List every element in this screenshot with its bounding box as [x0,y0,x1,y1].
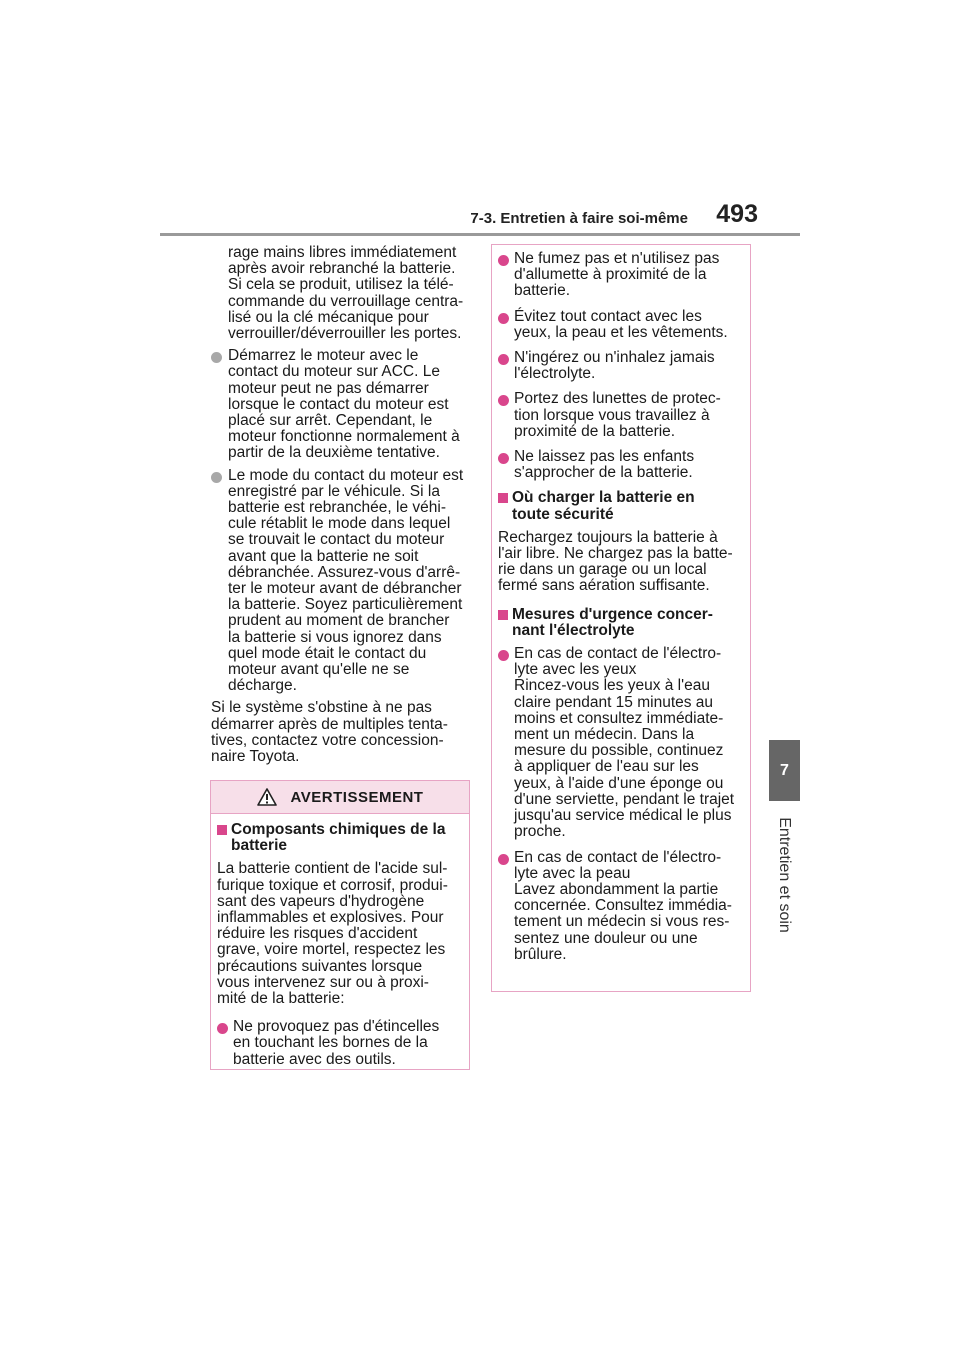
text-line: yeux, la peau et les vêtements. [514,323,728,341]
text-line: partir de la deuxième tentative. [228,444,440,462]
square-bullet-icon [498,610,508,620]
section-heading [498,607,744,639]
text-line: débranchée. Assurez-vous d'arrê- [228,563,461,581]
warning-header [211,781,469,814]
text-line: batterie est rebranchée, le véhi- [228,499,446,517]
text-line: la batterie. Soyez particulièrement [228,596,463,614]
text-line: Lavez abondamment la partie [514,880,719,898]
text-line: ment un médecin. Dans la [514,726,695,744]
text-line: moins et consultez immédiate- [514,709,724,727]
text-line: d'allumette à proximité de la [514,266,707,284]
list-item [211,468,469,695]
list-item [498,449,744,481]
text-line: Le mode du contact du moteur est [228,466,464,484]
text-line: sentez une douleur ou une [514,929,698,947]
text-line: moteur avant qu'elle ne se [228,661,410,679]
text-line: l'air libre. Ne chargez pas la batte- [498,545,733,563]
text-line: précautions suivantes lorsque [217,957,423,975]
text-line: En cas de contact de l'électro- [514,645,722,663]
text-line: Rincez-vous les yeux à l'eau [514,677,710,695]
text-line: mité de la batterie: [217,990,345,1008]
text-line: Démarrez le moteur avec le [228,347,419,365]
text-line: La batterie contient de l'acide sul- [217,860,448,878]
text-line: rie dans un garage ou un local [498,561,707,579]
bullet-icon [211,352,222,363]
text-line: naire Toyota. [211,748,300,766]
text-line: à appliquer de l'eau sur les [514,758,699,776]
text-line: inflammables et explosives. Pour [217,909,444,927]
text-line: Ne provoquez pas d'étincelles [233,1018,440,1036]
bullet-icon [498,453,509,464]
list-item [498,850,744,963]
text-line: batterie. [514,282,571,300]
page-header [160,200,800,234]
list-item [498,646,744,840]
page-number: 493 [716,200,758,228]
text-line: s'approcher de la batterie. [514,464,693,482]
list-item [498,391,744,440]
section-title: 7-3. Entretien à faire soi-même [470,210,688,227]
text-line: concernée. Consultez immédia- [514,897,732,915]
chapter-name: Entretien et soin [776,817,793,933]
text-line: Évitez tout contact avec les [514,307,702,325]
text-line: proche. [514,823,566,841]
text-line: verrouiller/déverrouiller les portes. [228,325,462,343]
text-line: moteur fonctionne normalement à [228,428,460,446]
warning-body [211,814,469,1068]
list-item [498,350,744,382]
text-line: lyte avec la peau [514,864,631,882]
text-line: Où charger la batterie en [512,489,695,507]
text-line: furique toxique et corrosif, produi- [217,876,448,894]
warning-triangle-icon [257,788,277,806]
chapter-number: 7 [780,761,789,779]
warning-continuation-body [492,245,750,963]
bullet-icon [211,472,222,483]
bullet-icon [498,395,509,406]
text-line: jusqu'au service médical le plus [514,807,732,825]
text-line: Ne laissez pas les enfants [514,448,695,466]
text-line: lisé ou la clé mécanique pour [228,308,429,326]
text-line: claire pendant 15 minutes au [514,693,714,711]
square-bullet-icon [498,493,508,503]
text-line: rage mains libres immédiatement [228,244,457,261]
text-line: grave, voire mortel, respectez les [217,941,446,959]
text-line: quel mode était le contact du [228,644,427,662]
text-line: la batterie si vous ignorez dans [228,628,442,646]
text-line: Si le système s'obstine à ne pas [211,699,432,717]
text-line: nant l'électrolyte [512,621,635,639]
list-item [211,348,469,461]
text-line: mesure du possible, continuez [514,742,724,760]
warning-continuation-box [491,244,751,992]
list-item [217,1019,463,1068]
bullet-icon [498,650,509,661]
text-line: démarrer après de multiples tenta- [211,715,448,733]
bullet-icon [498,354,509,365]
text-line: lorsque le contact du moteur est [228,395,449,413]
text-line: lyte avec les yeux [514,661,637,679]
text-line: Rechargez toujours la batterie à [498,528,718,546]
text-line: après avoir rebranché la batterie. [228,260,456,278]
text-line: décharge. [228,677,297,695]
text-line: batterie avec des outils. [233,1050,396,1068]
text-line: prudent au moment de brancher [228,612,450,630]
text-line: N'ingérez ou n'inhalez jamais [514,349,715,367]
text-line: ter le moteur avant de débrancher [228,580,462,598]
text-line: d'une serviette, pendant le trajet [514,790,735,808]
text-line: En cas de contact de l'électro- [514,848,722,866]
chapter-tab [769,740,800,801]
text-line: Portez des lunettes de protec- [514,390,721,408]
paragraph [498,530,744,595]
section-heading [217,822,463,854]
list-item [498,309,744,341]
text-line: Si cela se produit, utilisez la télé- [228,276,454,294]
text-line: se trouvait le contact du moteur [228,531,445,549]
square-bullet-icon [217,825,227,835]
text-line: yeux, à l'aide d'une éponge ou [514,774,724,792]
bullet-icon [498,854,509,865]
text-line: fermé sans aération suffisante. [498,577,710,595]
text-line: toute sécurité [512,505,614,523]
text-line: proximité de la batterie. [514,422,676,440]
text-line: tement un médecin si vous res- [514,913,730,931]
text-line: l'électrolyte. [514,365,596,383]
text-line: tion lorsque vous travaillez à [514,406,710,424]
text-line: réduire les risques d'accident [217,925,418,943]
paragraph [211,700,469,765]
text-line: avant que la batterie ne soit [228,547,419,565]
text-line: commande du verrouillage centra- [228,292,464,310]
text-line: moteur peut ne pas démarrer [228,379,429,397]
bullet-icon [498,313,509,324]
paragraph [217,861,463,1007]
text-line: Mesures d'urgence concer- [512,605,713,623]
text-line: tives, contactez votre concession- [211,731,444,749]
warning-box [210,780,470,1070]
text-line: enregistré par le véhicule. Si la [228,482,440,500]
section-heading [498,490,744,522]
text-line: vous intervenez sur ou à proxi- [217,973,429,991]
text-line: Composants chimiques de la [231,821,446,838]
bullet-icon [498,255,509,266]
header-rule [160,233,800,236]
text-line: placé sur arrêt. Cependant, le [228,412,433,430]
list-item [498,251,744,300]
bullet-icon [217,1023,228,1034]
text-line: brûlure. [514,945,567,963]
warning-title: AVERTISSEMENT [290,788,424,806]
continuation-text [211,245,469,342]
text-line: sant des vapeurs d'hydrogène [217,892,425,910]
text-line: cule rétablit le mode dans lequel [228,515,451,533]
left-column [211,245,469,771]
text-line: batterie [231,837,287,855]
text-line: en touchant les bornes de la [233,1034,428,1052]
text-line: Ne fumez pas et n'utilisez pas [514,250,720,267]
text-line: contact du moteur sur ACC. Le [228,363,440,381]
